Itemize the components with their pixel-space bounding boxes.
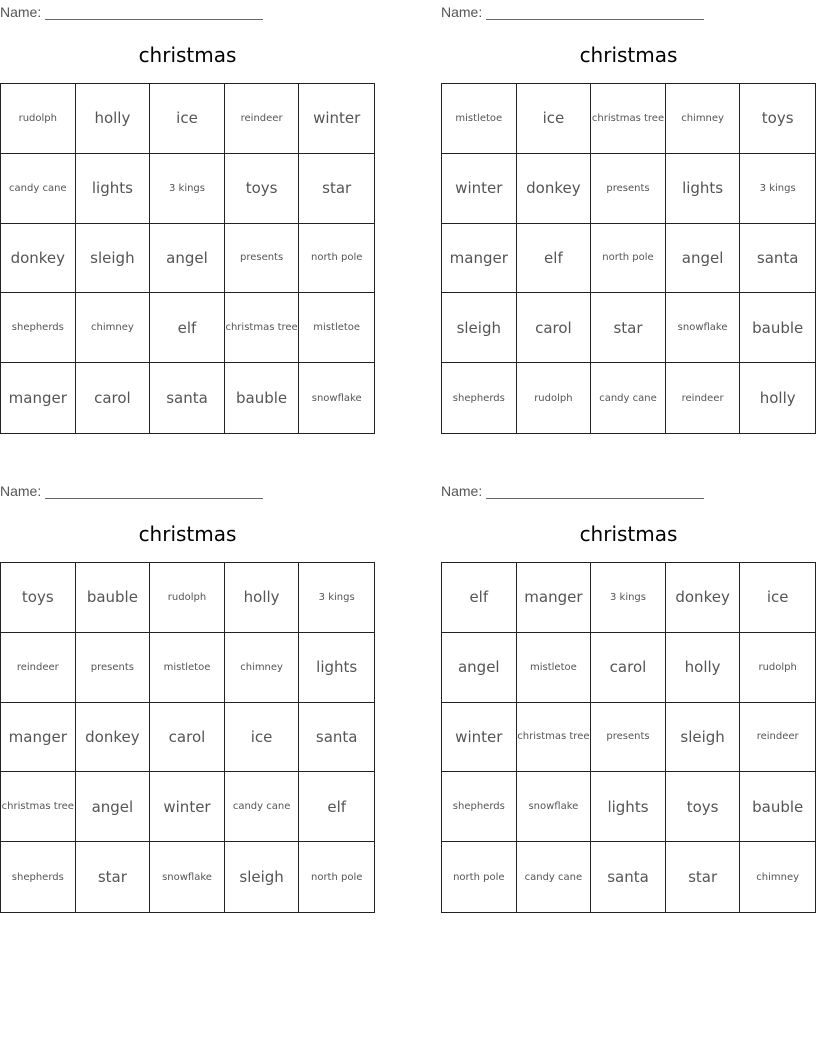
name-blank-line[interactable]: [486, 4, 704, 20]
bingo-cell: star: [666, 842, 741, 912]
bingo-cell: 3 kings: [150, 154, 225, 224]
bingo-cell: holly: [666, 633, 741, 703]
name-label: Name:: [0, 4, 42, 20]
bingo-cell: north pole: [299, 224, 374, 294]
bingo-cell: carol: [150, 703, 225, 773]
bingo-cell: candy cane: [1, 154, 76, 224]
bingo-cell: mistletoe: [517, 633, 592, 703]
bingo-cell: santa: [299, 703, 374, 773]
bingo-cell: donkey: [76, 703, 151, 773]
bingo-grid: [0, 562, 375, 913]
bingo-grid: [441, 562, 816, 913]
bingo-cell: manger: [517, 563, 592, 633]
bingo-cell: angel: [666, 224, 741, 294]
name-field: [0, 2, 263, 20]
bingo-cell: ice: [740, 563, 815, 633]
bingo-cell: holly: [225, 563, 300, 633]
name-blank-line[interactable]: [45, 4, 263, 20]
bingo-grid: [441, 83, 816, 434]
name-blank-line[interactable]: [45, 483, 263, 499]
card-title: christmas: [579, 522, 678, 546]
bingo-cell: shepherds: [442, 772, 517, 842]
bingo-cell: presents: [76, 633, 151, 703]
bingo-cell: ice: [150, 84, 225, 154]
bingo-cell: star: [76, 842, 151, 912]
bingo-cell: presents: [591, 703, 666, 773]
bingo-cell: christmas tree: [517, 703, 592, 773]
bingo-cell: donkey: [517, 154, 592, 224]
name-field: [0, 481, 263, 499]
bingo-cell: candy cane: [225, 772, 300, 842]
bingo-cell: rudolph: [517, 363, 592, 433]
bingo-cell: star: [299, 154, 374, 224]
bingo-cell: carol: [76, 363, 151, 433]
bingo-cell: north pole: [310, 871, 363, 883]
bingo-cell: reindeer: [225, 84, 300, 154]
bingo-cell: winter: [442, 703, 517, 773]
bingo-cell: bauble: [740, 293, 815, 363]
bingo-cell: holly: [759, 389, 796, 408]
bingo-cell: santa: [740, 224, 815, 294]
bingo-cell: carol: [591, 633, 666, 703]
name-label: Name:: [441, 4, 483, 20]
bingo-cell: sleigh: [666, 703, 741, 773]
name-field: [441, 2, 704, 20]
bingo-cell: lights: [591, 772, 666, 842]
bingo-cell: toys: [740, 84, 815, 154]
bingo-cell: snowflake: [311, 392, 362, 404]
bingo-cell: angel: [76, 772, 151, 842]
bingo-cell: angel: [150, 224, 225, 294]
bingo-cell: sleigh: [225, 842, 300, 912]
name-field: [441, 481, 704, 499]
bingo-cell: chimney: [666, 84, 741, 154]
bingo-cell: elf: [150, 293, 225, 363]
bingo-cell: elf: [299, 772, 374, 842]
bingo-cell: bauble: [76, 563, 151, 633]
bingo-cell: toys: [225, 154, 300, 224]
bingo-cell: lights: [299, 633, 374, 703]
bingo-cell: chimney: [225, 633, 300, 703]
card-title: christmas: [138, 522, 237, 546]
bingo-cell: reindeer: [1, 633, 76, 703]
bingo-cell: sleigh: [76, 224, 151, 294]
bingo-cell: reindeer: [666, 363, 741, 433]
bingo-cell: candy cane: [591, 363, 666, 433]
bingo-cell: toys: [666, 772, 741, 842]
name-label: Name:: [441, 483, 483, 499]
bingo-cell: sleigh: [442, 293, 517, 363]
bingo-cell: 3 kings: [591, 563, 666, 633]
bingo-cell: candy cane: [517, 842, 592, 912]
bingo-cell: christmas tree: [591, 84, 666, 154]
bingo-cell: christmas tree: [225, 293, 300, 363]
bingo-cell: ice: [225, 703, 300, 773]
bingo-cell: 3 kings: [740, 154, 815, 224]
bingo-cell: lights: [666, 154, 741, 224]
bingo-cell: angel: [442, 633, 517, 703]
bingo-cell: shepherds: [1, 293, 76, 363]
bingo-cell: snowflake: [517, 772, 592, 842]
bingo-cell: toys: [1, 563, 76, 633]
bingo-cell: rudolph: [1, 84, 76, 154]
bingo-cell: christmas tree: [1, 772, 76, 842]
bingo-cell: winter: [299, 84, 374, 154]
bingo-cell: lights: [76, 154, 151, 224]
bingo-cell: mistletoe: [150, 633, 225, 703]
bingo-cell: winter: [150, 772, 225, 842]
bingo-cell: mistletoe: [442, 84, 517, 154]
bingo-cell: presents: [225, 224, 300, 294]
bingo-cell: star: [591, 293, 666, 363]
bingo-cell: winter: [442, 154, 517, 224]
bingo-cell: rudolph: [740, 633, 815, 703]
bingo-cell: presents: [591, 154, 666, 224]
bingo-cell: elf: [517, 224, 592, 294]
bingo-cell: carol: [517, 293, 592, 363]
bingo-cell: bauble: [740, 772, 815, 842]
bingo-cell: 3 kings: [299, 563, 374, 633]
bingo-cell: santa: [591, 842, 666, 912]
bingo-cell: north pole: [442, 842, 517, 912]
bingo-cell: chimney: [76, 293, 151, 363]
bingo-cell: elf: [442, 563, 517, 633]
bingo-cell: north pole: [591, 224, 666, 294]
bingo-cell: chimney: [756, 871, 800, 883]
bingo-cell: mistletoe: [299, 293, 374, 363]
name-blank-line[interactable]: [486, 483, 704, 499]
bingo-cell: manger: [1, 703, 76, 773]
bingo-cell: ice: [517, 84, 592, 154]
name-label: Name:: [0, 483, 42, 499]
bingo-cell: shepherds: [442, 363, 517, 433]
bingo-cell: donkey: [666, 563, 741, 633]
card-title: christmas: [138, 43, 237, 67]
bingo-grid: [0, 83, 375, 434]
bingo-cell: snowflake: [150, 842, 225, 912]
bingo-cell: snowflake: [666, 293, 741, 363]
bingo-cell: reindeer: [740, 703, 815, 773]
bingo-cell: donkey: [1, 224, 76, 294]
card-title: christmas: [579, 43, 678, 67]
bingo-cell: holly: [76, 84, 151, 154]
bingo-cell: shepherds: [1, 842, 76, 912]
bingo-cell: bauble: [225, 363, 300, 433]
bingo-cell: manger: [442, 224, 517, 294]
bingo-cell: manger: [1, 363, 76, 433]
bingo-cell: rudolph: [150, 563, 225, 633]
bingo-cell: santa: [150, 363, 225, 433]
